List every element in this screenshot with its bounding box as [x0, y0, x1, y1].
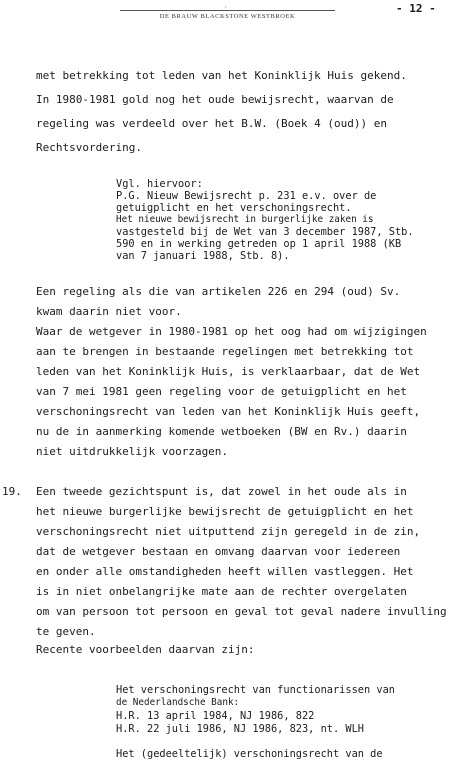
quote-line: H.R. 13 april 1984, NJ 1986, 822: [116, 710, 315, 722]
quote-line: H.R. 22 juli 1986, NJ 1986, 823, nt. WLH: [116, 723, 364, 735]
body-line: Een tweede gezichtspunt is, dat zowel in het oude als in: [36, 485, 407, 498]
quote-line: de Nederlandsche Bank:: [116, 697, 240, 708]
quote-line: vastgesteld bij de Wet van 3 december 1987, Stb.: [116, 226, 414, 238]
letterhead: [120, 10, 335, 20]
body-line: Recente voorbeelden daarvan zijn:: [36, 643, 255, 656]
body-line: niet uitdrukkelijk voorzagen.: [36, 445, 229, 458]
body-line: kwam daarin niet voor.: [36, 305, 182, 318]
body-line: met betrekking tot leden van het Koninklijk Huis gekend.: [36, 69, 407, 82]
quote-line: Het (gedeeltelijk) verschoningsrecht van de: [116, 748, 383, 760]
body-line: dat de wetgever bestaan en omvang daarvan voor iedereen: [36, 545, 401, 558]
body-line: verschoningsrecht niet uitputtend zijn geregeld in de zin,: [36, 525, 421, 538]
body-line: om van persoon tot persoon en geval tot geval nadere invulling: [36, 605, 447, 618]
body-line: is in niet onbelangrijke mate aan de rechter overgelaten: [36, 585, 407, 598]
header-mark: ·: [224, 4, 228, 11]
quote-line: van 7 januari 1988, Stb. 8).: [116, 250, 290, 262]
letterhead-rule: [120, 10, 335, 11]
section-number: 19.: [2, 485, 22, 498]
body-line: en onder alle omstandigheden heeft willen vastleggen. Het: [36, 565, 414, 578]
body-line: aan te brengen in bestaande regelingen met betrekking tot: [36, 345, 414, 358]
body-line: van 7 mei 1981 geen regeling voor de getuigplicht en het: [36, 385, 407, 398]
quote-line: getuigplicht en het verschoningsrecht.: [116, 202, 352, 214]
body-line: het nieuwe burgerlijke bewijsrecht de getuigplicht en het: [36, 505, 414, 518]
page-number: - 12 -: [396, 2, 436, 15]
body-line: Een regeling als die van artikelen 226 en 294 (oud) Sv.: [36, 285, 401, 298]
body-line: te geven.: [36, 625, 96, 638]
body-line: regeling was verdeeld over het B.W. (Boek 4 (oud)) en: [36, 117, 387, 130]
quote-line: 590 en in werking getreden op 1 april 1988 (KB: [116, 238, 402, 250]
body-line: Rechtsvordering.: [36, 141, 142, 154]
body-line: Waar de wetgever in 1980-1981 op het oog had om wijzigingen: [36, 325, 427, 338]
letterhead-text: DE BRAUW BLACKSTONE WESTBROEK: [159, 13, 296, 20]
body-line: leden van het Koninklijk Huis, is verklaarbaar, dat de Wet: [36, 365, 421, 378]
body-line: In 1980-1981 gold nog het oude bewijsrecht, waarvan de: [36, 93, 394, 106]
quote-line: Vgl. hiervoor:: [116, 178, 203, 190]
quote-line: P.G. Nieuw Bewijsrecht p. 231 e.v. over de: [116, 190, 377, 202]
quote-line: Het verschoningsrecht van functionarissen van: [116, 684, 395, 696]
quote-line: Het nieuwe bewijsrecht in burgerlijke zaken is: [116, 214, 374, 225]
body-line: nu de in aanmerking komende wetboeken (BW en Rv.) daarin: [36, 425, 407, 438]
body-line: verschoningsrecht van leden van het Koninklijk Huis geeft,: [36, 405, 421, 418]
